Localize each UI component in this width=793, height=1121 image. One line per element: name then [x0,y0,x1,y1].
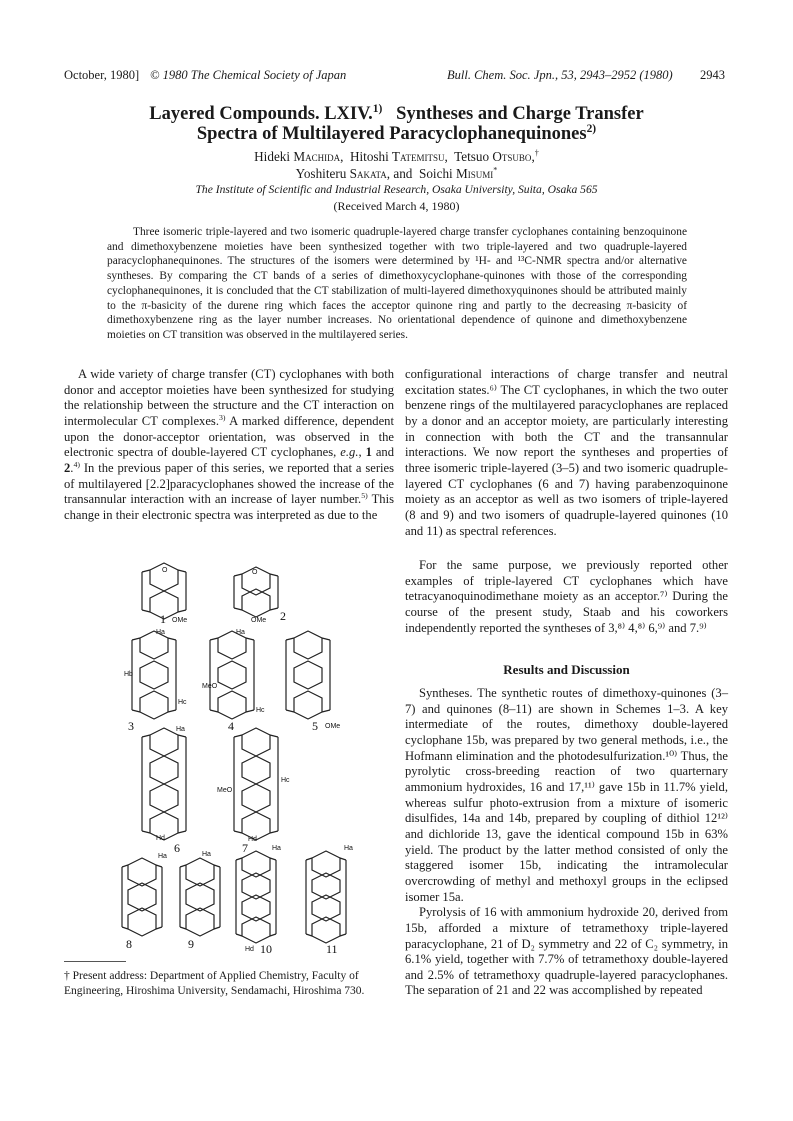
paragraph: For the same purpose, we previously reported other examples of triple-layered CT cyclophanes which have tetracyanoquinodimethane moiety as an acceptor.⁷⁾ During the course of the present study, Staab and his coworkers independently reported the syntheses of 3,⁸⁾ 4,⁸⁾ 6,⁹⁾ and 7.⁹⁾ [405,558,728,635]
author: Hideki Machida, [254,149,344,164]
proton-label: Hd [245,946,254,953]
proton-label: Hc [178,699,187,706]
syntheses-paragraph: Syntheses. The synthetic routes of dimethoxy-quinones (3–7) and quinones (8–11) are shown in Schemes 1–3. A key intermediate of the routes, dimethoxy double-layered cyclophane 15b, was prepared by two general methods, i.e., the Hofmann elimination and the photodesulfurization.¹⁰⁾ Thus, the pyrolytic cross-breeding reaction of two quarternary ammonium hydroxides, 16 and 17,¹¹⁾ gave 15b in 11.7% yield, whereas sulfur photo-extrusion from a mixture of isomeric disulfides, 14a and 14b, prepared by coupling of dithiol 12¹²⁾ and dichloride 13, gave the identical compound 15b in 63% yield. The product by the latter method consisted of only the staggered isomer 15b, indicating the intramolecular overcrowding of methyl and methoxyl groups in the eclipsed isomer 15a. [405,686,728,904]
substituent-label: MeO [202,683,218,690]
compound-label: 1 [160,612,166,626]
paper-title-line2 [0,124,793,145]
title-footnote-1: 1) [372,102,383,115]
structure-8 [122,858,162,936]
body-column-2-results [405,686,728,999]
page-number: 2943 [700,68,725,82]
pyrolysis-paragraph: Pyrolysis of 16 with ammonium hydroxide 20, derived from 15b, afforded a mixture of tetramethoxy triple-layered paracyclophane, 21 of D₂ symmetry and 22 of C₂ symmetry, in 6.1% yield, together with 7.7% of tetramethoxy double-layered and 2.5% of tetramethoxy quadruple-layered paracyclophanes. The separation of 21 and 22 was accomplished by repeated [405,905,728,998]
substituent-label: OMe [172,617,188,624]
body-column-1 [64,367,394,524]
running-head-citation: Bull. Chem. Soc. Jpn., 53, 2943–2952 (1980) [447,68,673,82]
oxygen-label: O [162,567,168,574]
running-head-date: October, 1980] [64,68,140,82]
proton-label: Hc [256,707,265,714]
structure-3 [132,631,176,719]
substituent-label: MeO [217,787,233,794]
compound-label: 5 [312,719,318,733]
proton-label: Ha [202,851,211,858]
structure-10 [236,851,276,943]
structures-figure [120,560,380,955]
running-head-copyright: © 1980 The Chemical Society of Japan [150,68,347,82]
compound-label: 6 [174,841,180,855]
author: Yoshiteru Sakata, and [295,166,413,181]
title-footnote-2: 2) [586,122,597,135]
proton-label: Hd [248,836,257,843]
continuation-paragraph: configurational interactions of charge transfer and neutral excitation states.⁶⁾ The CT cyclophanes, in which the two outer benzene rings of the multilayered paracyclophanes are replaced by a donor and an acceptor moiety, are particularly interesting in connection with both the CT and the transannular interactions. We now report the syntheses and properties of three isomeric triple-layered (3–5) and two isomeric quadruple-layered CT cyclophanes (6 and 7) having parabenzoquinone moiety as an acceptor as well as two isomers of triple-layered (8 and 9) and two isomers of quadruple-layered quinones (10 and 11) as spectral references. [405,367,728,538]
proton-label: Ha [176,726,185,733]
intro-paragraph: A wide variety of charge transfer (CT) cyclophanes with both donor and acceptor moieties have been synthesized for studying the relationship between the structure and the CT interaction on intermolecular CT complexes.$^{3)}$ A marked difference, dependent upon the donor-acceptor orientation, was observed in the electronic spectra of double-layered CT cyclophanes, e.g., 1 and 2.$^{4)}$ In the previous paper of this series, we reported that a series of multilayered [2.2]paracyclophanes showed the increase of the transannular interaction with an increase of layer number.$^{5)}$ This change in their electronic spectra was interpreted as due to the [64,367,395,522]
compound-label: 11 [326,942,338,955]
oxygen-label: O [252,569,258,576]
abstract [107,225,687,343]
proton-label: Hc [281,777,290,784]
compound-label: 10 [260,942,272,955]
author: Tetsuo Otsubo,† [454,148,539,164]
structure-5 [286,631,330,719]
paper-title-line1 [0,104,793,125]
structure-11 [306,851,346,943]
proton-label: Ha [158,853,167,860]
structure-7 [234,728,278,840]
body-column-2 [405,367,728,539]
compound-label: 4 [228,719,234,733]
title-part-c: Spectra of Multilayered Paracyclophanequinones [196,124,587,144]
proton-label: Ha [156,629,165,636]
proton-label: Ha [344,845,353,852]
substituent-label: OMe [251,617,267,624]
footnote-rule [64,961,126,962]
compound-label: 3 [128,719,134,733]
structure-9 [180,858,220,936]
structure-4 [210,631,254,719]
author: Soichi Misumi* [419,165,498,181]
structure-6 [142,728,186,840]
proton-label: Ha [272,845,281,852]
compound-label: 2 [280,609,286,623]
authors-line2 [0,165,793,182]
author: Hitoshi Tatemitsu, [349,149,448,164]
footnote: † Present address: Department of Applied Chemistry, Faculty of Engineering, Hiroshima University, Sendamachi, Hiroshima 730. [64,970,365,997]
compound-label: 9 [188,937,194,951]
compound-label: 8 [126,937,132,951]
proton-label: Ha [236,629,245,636]
compound-label: 7 [242,841,248,855]
title-part-b: Syntheses and Charge Transfer [396,104,644,124]
abstract-text: Three isomeric triple-layered and two isomeric quadruple-layered charge transfer cyclophanes containing benzoquinone and dimethoxybenzene moieties have been synthesized together with two triple-layered and two quadruple-layered paracyclophanequinones. The structures of the isomers were determined by ¹H- and ¹³C-NMR spectra and/or alternative syntheses. By comparing the CT bands of a series of dimethoxycyclophane-quinones with those of the corresponding cyclophanequinones, it is concluded that the CT stabilization of multi-layered dimethoxyquinones should be attributed mainly to the π-basicity of the durene ring which faces the acceptor quinone ring and partly to the decreasing π-basicity of dimethoxybenzene ring as the layer number increases. No orientational dependence of quinone and dimethoxybenzene moieties on CT transition was observed in the multilayered series. [107,226,687,341]
body-column-2-paragraph-2 [405,558,728,636]
authors-line1 [0,148,793,165]
substituent-label: OMe [325,723,341,730]
section-heading: Results and Discussion [503,662,630,677]
received-date: (Received March 4, 1980) [333,199,460,213]
title-part-a: Layered Compounds. LXIV. [149,104,373,124]
affiliation: The Institute of Scientific and Industrial Research, Osaka University, Suita, Osaka 565 [195,183,598,196]
proton-label: Hb [124,671,133,678]
proton-label: Hd [156,835,165,842]
